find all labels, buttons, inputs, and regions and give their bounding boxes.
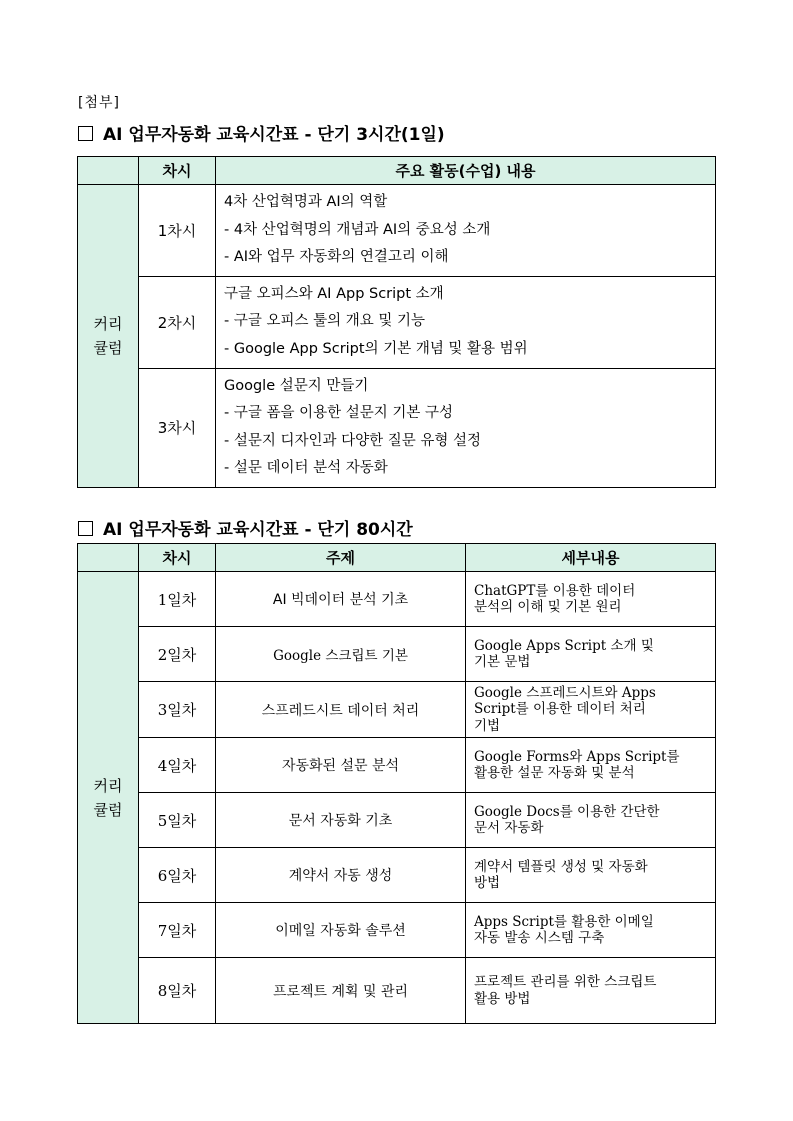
session-cell: 3차시: [139, 368, 216, 487]
detail-line: Google Docs를 이용한 간단한: [474, 803, 660, 820]
topic-cell: 자동화된 설문 분석: [216, 738, 466, 793]
section2-title: AI 업무자동화 교육시간표 - 단기 80시간: [103, 520, 413, 540]
header-detail: 세부내용: [466, 544, 716, 572]
activity-cell: [216, 368, 716, 487]
activity-cell: [216, 276, 716, 368]
topic-cell: 문서 자동화 기초: [216, 793, 466, 848]
table-row: [78, 627, 716, 682]
day-cell: 3일차: [139, 682, 216, 738]
detail-line: 분석의 이해 및 기본 원리: [474, 599, 622, 615]
activity-line: Google 설문지 만들기: [224, 377, 369, 394]
detail-cell: [466, 848, 716, 903]
table-row: [78, 682, 716, 738]
topic-cell-text: Google 스크립트 기본: [273, 648, 408, 664]
day-cell: 2일차: [139, 627, 216, 682]
activity-line: 구글 오피스와 AI App Script 소개: [224, 285, 444, 302]
checkbox-square-icon: [78, 126, 93, 141]
activity-line: - 설문 데이터 분석 자동화: [224, 460, 388, 476]
detail-line: 방법: [474, 875, 501, 891]
detail-line: 활용한 설문 자동화 및 분석: [474, 765, 635, 781]
topic-cell: 프로젝트 계획 및 관리: [216, 958, 466, 1024]
detail-line: 문서 자동화: [474, 820, 544, 836]
activity-line: - 설문지 디자인과 다양한 질문 유형 설정: [224, 432, 481, 449]
detail-cell: [466, 793, 716, 848]
session-cell: 1차시: [139, 185, 216, 277]
table-row: [78, 793, 716, 848]
side-header-cell: [78, 157, 139, 185]
table-row: [78, 738, 716, 793]
detail-cell: [466, 572, 716, 627]
day-cell: 1일차: [139, 572, 216, 627]
table-row: [78, 903, 716, 958]
table-row: [78, 185, 716, 277]
detail-cell: [466, 958, 716, 1024]
header-topic: 주제: [216, 544, 466, 572]
topic-cell: [216, 627, 466, 682]
day-cell: 4일차: [139, 738, 216, 793]
table-row: [78, 572, 716, 627]
day-cell: 7일차: [139, 903, 216, 958]
detail-line: ChatGPT를 이용한 데이터: [474, 582, 636, 599]
detail-line: Google Apps Script 소개 및: [474, 637, 654, 654]
curriculum-side-label: 커리 큘럼: [78, 572, 139, 1024]
detail-line: 기법: [474, 717, 501, 734]
topic-cell: AI 빅데이터 분석 기초: [216, 572, 466, 627]
table-header-row: [78, 157, 716, 185]
detail-line: Apps Script를 활용한 이메일: [474, 913, 654, 930]
detail-cell: [466, 682, 716, 738]
schedule-table-80h: [77, 543, 716, 1024]
section1-heading: [78, 120, 445, 145]
checkbox-square-icon: [78, 521, 93, 536]
activity-line: 4차 산업혁명과 AI의 역할: [224, 194, 388, 210]
topic-cell: 계약서 자동 생성: [216, 848, 466, 903]
section1-title: AI 업무자동화 교육시간표 - 단기 3시간(1일): [103, 125, 445, 145]
activity-cell: [216, 185, 716, 277]
topic-cell: 스프레드시트 데이터 처리: [216, 682, 466, 738]
detail-line: Google Forms와 Apps Script를: [474, 748, 680, 765]
day-cell: 6일차: [139, 848, 216, 903]
detail-line: 기본 문법: [474, 654, 531, 670]
table-row: [78, 276, 716, 368]
table-header-row: [78, 544, 716, 572]
detail-cell: [466, 627, 716, 682]
detail-cell: [466, 738, 716, 793]
side-header-cell: [78, 544, 139, 572]
header-session: 차시: [139, 157, 216, 185]
detail-line: Google 스프레드시트와 Apps: [474, 684, 656, 701]
detail-line: 활용 방법: [474, 990, 531, 1007]
day-cell: 5일차: [139, 793, 216, 848]
attachment-label: [첨부]: [78, 95, 120, 111]
curriculum-side-label: 커리 큘럼: [78, 185, 139, 488]
table-row: [78, 848, 716, 903]
table-row: [78, 368, 716, 487]
activity-line: - 4차 산업혁명의 개념과 AI의 중요성 소개: [224, 221, 491, 238]
detail-line: 계약서 템플릿 생성 및 자동화: [474, 858, 648, 875]
activity-line: - 구글 오피스 툴의 개요 및 기능: [224, 313, 425, 330]
detail-line: 자동 발송 시스템 구축: [474, 930, 605, 946]
activity-line: - 구글 폼을 이용한 설문지 기본 구성: [224, 405, 453, 421]
session-cell: 2차시: [139, 276, 216, 368]
detail-line: 프로젝트 관리를 위한 스크립트: [474, 974, 657, 990]
activity-line: - AI와 업무 자동화의 연결고리 이해: [224, 249, 449, 265]
table-row: [78, 958, 716, 1024]
header-activity: 주요 활동(수업) 내용: [216, 157, 716, 185]
header-session: 차시: [139, 544, 216, 572]
section2-heading: [78, 515, 413, 540]
detail-line: Script를 이용한 데이터 처리: [474, 701, 646, 718]
schedule-table-3h: [77, 156, 716, 488]
activity-line: - Google App Script의 기본 개념 및 활용 범위: [224, 340, 528, 357]
detail-cell: [466, 903, 716, 958]
day-cell: 8일차: [139, 958, 216, 1024]
topic-cell: 이메일 자동화 솔루션: [216, 903, 466, 958]
